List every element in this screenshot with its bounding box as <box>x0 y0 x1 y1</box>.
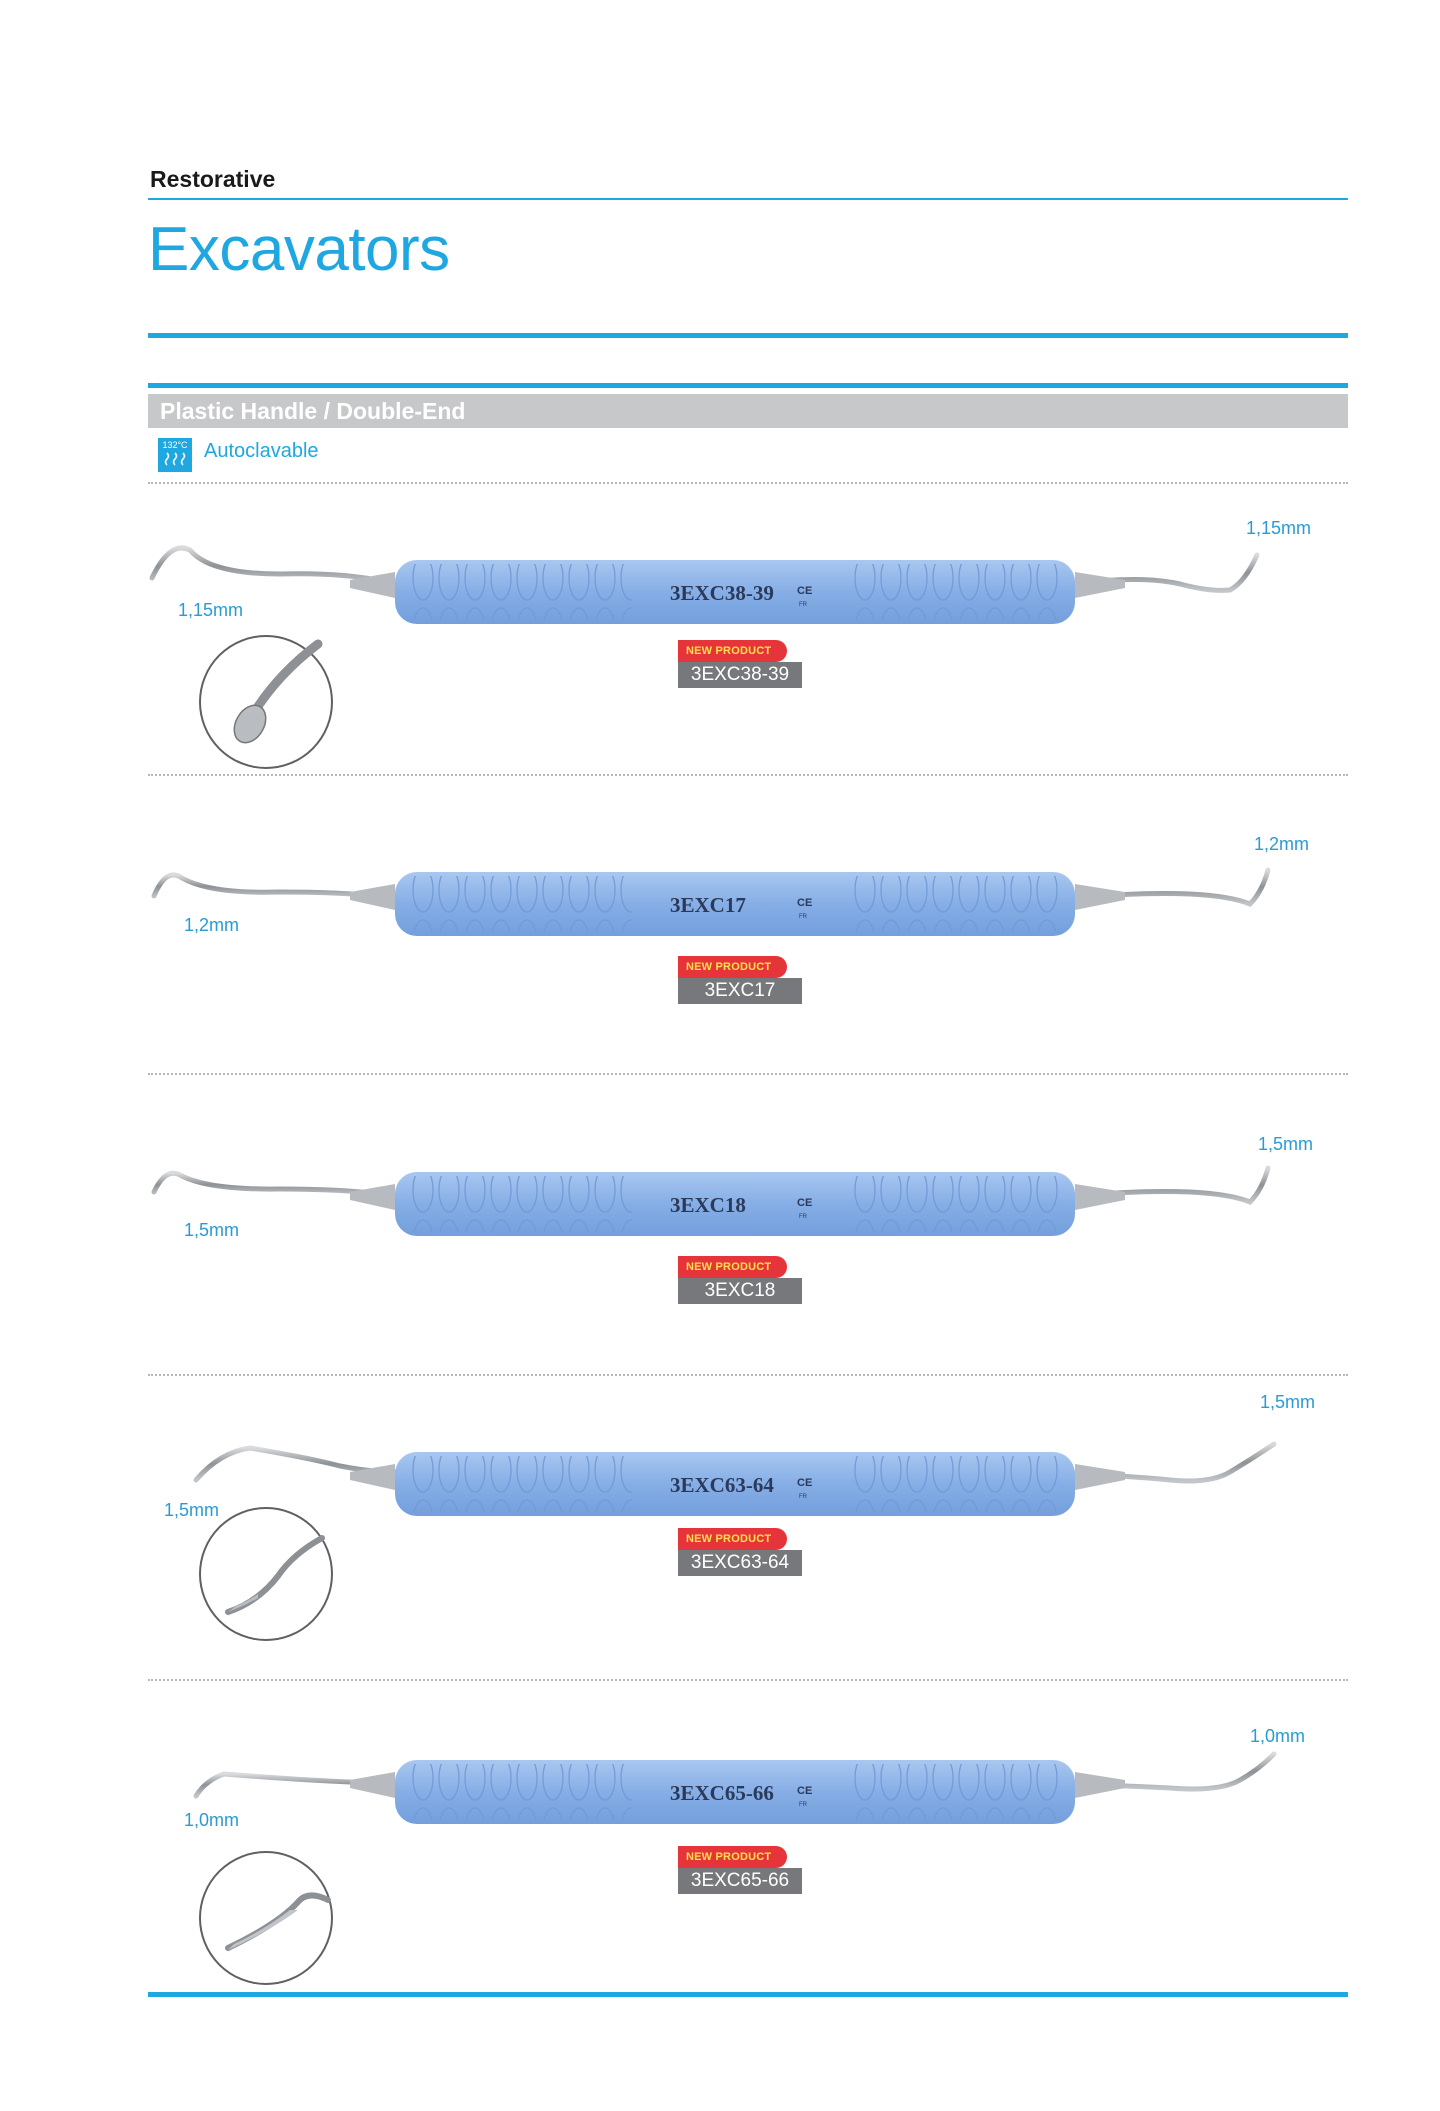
instrument-item <box>150 500 1350 750</box>
tip-detail-magnifier <box>198 1506 334 1642</box>
product-code: 3EXC17 <box>678 978 802 1004</box>
separator <box>148 1073 1348 1075</box>
category-label: Plastic Handle / Double-End <box>160 398 466 424</box>
title-rule <box>148 333 1348 338</box>
new-product-badge: NEW PRODUCT <box>678 1528 787 1550</box>
handle-engraving: 3EXC65-66 <box>670 1781 774 1805</box>
left-tip-size: 1,5mm <box>184 1220 240 1240</box>
new-product-badge: NEW PRODUCT <box>678 1846 787 1868</box>
category-rule <box>148 383 1348 388</box>
new-product-badge: NEW PRODUCT <box>678 956 787 978</box>
handle-engraving: 3EXC38-39 <box>670 581 774 605</box>
instrument-item <box>150 1392 1350 1642</box>
separator <box>148 1679 1348 1681</box>
tip-detail-magnifier <box>198 634 334 770</box>
handle-engraving: 3EXC17 <box>670 893 746 917</box>
svg-text:CE: CE <box>797 585 813 597</box>
instrument-item <box>150 1112 1350 1362</box>
right-tip-size: 1,5mm <box>1258 1134 1314 1154</box>
right-tip-size: 1,15mm <box>1246 518 1312 538</box>
left-tip-size: 1,15mm <box>178 600 244 620</box>
product-code: 3EXC63-64 <box>678 1550 802 1576</box>
page-title: Excavators <box>148 215 450 284</box>
category-bar <box>148 394 1348 428</box>
instrument-item <box>150 1700 1350 1950</box>
svg-text:FR: FR <box>799 602 807 608</box>
left-tip-size: 1,2mm <box>184 915 240 935</box>
new-product-badge: NEW PRODUCT <box>678 640 787 662</box>
svg-text:CE: CE <box>797 897 813 909</box>
right-tip-size: 1,0mm <box>1250 1726 1306 1746</box>
excavator-instrument-image <box>150 1700 1350 1870</box>
right-tip-size: 1,2mm <box>1254 834 1310 854</box>
svg-text:CE: CE <box>797 1197 813 1209</box>
svg-text:FR: FR <box>799 1214 807 1220</box>
product-code: 3EXC65-66 <box>678 1868 802 1894</box>
svg-text:FR: FR <box>799 1494 807 1500</box>
handle-engraving: 3EXC63-64 <box>670 1473 774 1497</box>
separator <box>148 774 1348 776</box>
product-code: 3EXC18 <box>678 1278 802 1304</box>
left-tip-size: 1,5mm <box>164 1500 220 1520</box>
section-label: Restorative <box>150 166 276 192</box>
instrument-item <box>150 812 1350 1062</box>
svg-text:CE: CE <box>797 1477 813 1489</box>
footer-rule <box>148 1992 1348 1997</box>
separator <box>148 1374 1348 1376</box>
new-product-badge: NEW PRODUCT <box>678 1256 787 1278</box>
tip-detail-magnifier <box>198 1850 334 1986</box>
svg-text:FR: FR <box>799 914 807 920</box>
autoclavable-label: Autoclavable <box>204 440 319 462</box>
right-tip-size: 1,5mm <box>1260 1392 1316 1412</box>
svg-text:FR: FR <box>799 1802 807 1808</box>
svg-text:CE: CE <box>797 1785 813 1797</box>
autoclave-icon <box>158 438 192 472</box>
svg-text:132°C: 132°C <box>162 440 188 450</box>
product-code: 3EXC38-39 <box>678 662 802 688</box>
handle-engraving: 3EXC18 <box>670 1193 746 1217</box>
separator <box>148 482 1348 484</box>
left-tip-size: 1,0mm <box>184 1810 240 1830</box>
header-rule <box>148 198 1348 200</box>
